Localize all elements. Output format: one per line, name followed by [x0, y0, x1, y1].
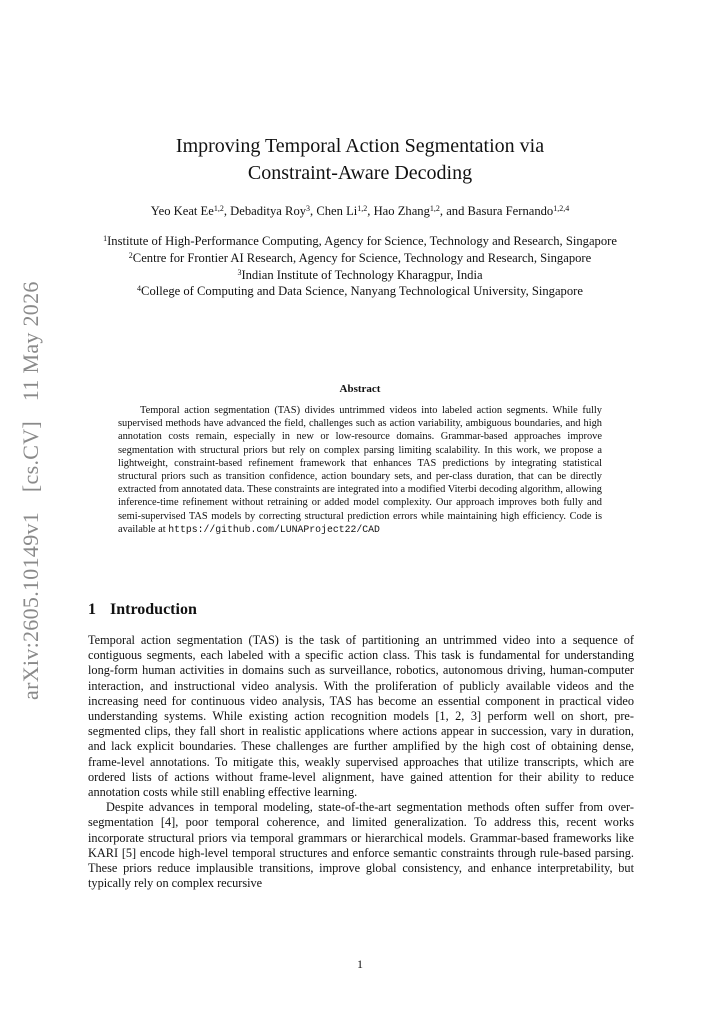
section-heading	[88, 601, 197, 619]
affiliation-text: Centre for Frontier AI Research, Agency for Science, Technology and Research, Singapore	[132, 250, 592, 265]
code-link[interactable]: https://github.com/LUNAProject22/CAD	[168, 523, 380, 535]
arxiv-category: [cs.CV]	[18, 420, 43, 493]
affiliation	[80, 233, 640, 250]
affiliation-text: Indian Institute of Technology Kharagpur, India	[241, 267, 483, 282]
author-affiliation-mark: 1,2	[429, 204, 440, 213]
introduction-body	[88, 633, 634, 891]
affiliation-text: Institute of High-Performance Computing, Agency for Science, Technology and Research, Singapore	[107, 234, 617, 248]
abstract-heading: Abstract	[339, 383, 381, 395]
author-separator: ,	[223, 204, 231, 218]
abstract-paragraph: Temporal action segmentation (TAS) divides untrimmed videos into labeled action segments. While fully supervised methods have advanced the field, challenges such as action variability, ambiguous boundaries, and high annotation costs remain, especially in new or low-resource domains. Grammar-based approaches improve segmentation with structural priors but rely on complex parsing limiting scalability. In this work, we propose a lightweight, constraint-based refinement framework that enhances TAS predictions by integrating statistical structural priors such as transition confidence, action boundary sets, and per-class duration, that can be directly extracted from annotated data. These constraints are integrated into a modified Viterbi decoding algorithm, allowing inference-time refinement without retraining or added model complexity. Our approach improves both fully and semi-supervised TAS models by correcting structural prediction errors while maintaining high efficiency. Code is available at	[118, 405, 602, 535]
author-name: Yeo Keat Ee	[150, 204, 214, 218]
body-paragraph: Temporal action segmentation (TAS) is the task of partitioning an untrimmed video into a sequence of contiguous segments, each labeled with a specific action class. This task is fundamental for understanding long-form human activities in domains such as surveillance, robotics, autonomous driving, human-computer interaction, and instructional video analysis. With the proliferation of publicly available videos and the increasing need for continuous video analysis, TAS has become an essential component in practical video understanding systems. While existing action recognition models [1, 2, 3] perform well on short, pre-segmented clips, they fall short in realistic applications where actions appear in succession, vary in duration, and lack explicit boundaries. These challenges are further amplified by the high cost of obtaining dense, frame-level annotations. To mitigate this, weakly supervised approaches that utilize transcripts, which are ordered lists of actions without frame-level alignment, have gained attention for their ability to reduce annotation costs while still enabling effective learning.	[88, 633, 634, 800]
author-separator: ,	[367, 204, 374, 218]
author-name: Basura Fernando	[467, 204, 554, 218]
arxiv-date: 11 May 2026	[18, 281, 43, 402]
arxiv-sidebar-stamp[interactable]	[18, 280, 52, 700]
author-affiliation-mark: 3	[306, 204, 311, 213]
affiliation	[80, 250, 640, 267]
body-paragraph: Despite advances in temporal modeling, state-of-the-art segmentation methods often suffer from over-segmentation [4], poor temporal coherence, and limited generalization. To address this, recent works incorporate structural priors via temporal grammars or hierarchical models. Grammar-based frameworks like KARI [5] encode high-level temporal structures and enforce semantic constraints through rule-based parsing. These priors reduce implausible transitions, improve global consistency, and enhance interpretability, but typically rely on complex recursive	[88, 800, 634, 891]
affiliation-text: College of Computing and Data Science, Nanyang Technological University, Singapore	[141, 284, 583, 299]
author-name: Hao Zhang	[373, 204, 430, 218]
page-number: 1	[357, 957, 363, 971]
section-title: Introduction	[110, 601, 197, 618]
abstract-text	[118, 404, 602, 536]
affiliation-mark: 3	[237, 267, 242, 277]
author-separator: ,	[310, 204, 317, 218]
author-affiliation-mark: 1,2	[357, 204, 368, 213]
affiliation-mark: 1	[103, 234, 108, 243]
affiliation-mark: 2	[128, 250, 133, 260]
author-separator: , and	[439, 204, 468, 218]
affiliation-list	[80, 233, 640, 300]
author-affiliation-mark: 1,2	[213, 204, 224, 213]
affiliation	[80, 267, 640, 284]
author-name: Debaditya Roy	[230, 204, 307, 218]
affiliation	[80, 283, 640, 300]
section-number: 1	[88, 601, 96, 618]
author-list	[60, 203, 660, 219]
title-line-2: Constraint-Aware Decoding	[247, 162, 473, 184]
arxiv-id: arXiv:2605.10149v1	[18, 511, 43, 700]
author-affiliation-mark: 1,2,4	[553, 204, 570, 213]
affiliation-mark: 4	[137, 284, 142, 294]
title-line-1: Improving Temporal Action Segmentation via	[175, 135, 545, 157]
paper-title	[80, 133, 640, 187]
author-name: Chen Li	[316, 204, 358, 218]
